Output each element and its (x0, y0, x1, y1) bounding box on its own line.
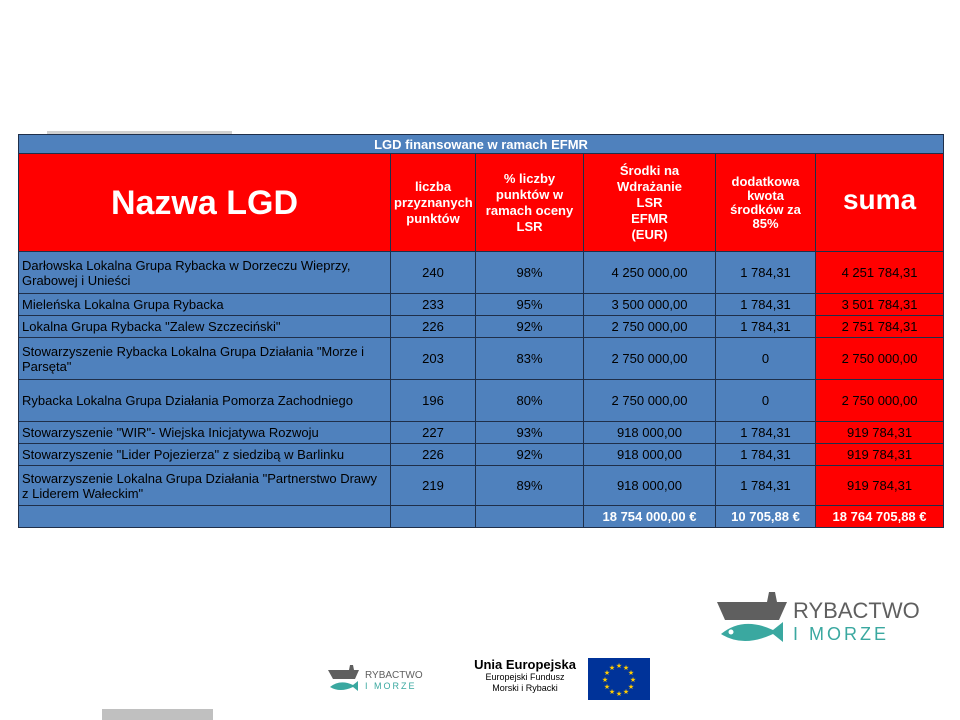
row-name: Rybacka Lokalna Grupa Działania Pomorza Zachodniego (19, 380, 391, 422)
fish-boat-icon (707, 582, 920, 652)
row-name: Stowarzyszenie "WIR"- Wiejska Inicjatywa Rozwoju (19, 422, 391, 444)
row-extra: 1 784,31 (716, 422, 816, 444)
totals-empty-3 (476, 506, 584, 528)
row-points: 227 (391, 422, 476, 444)
totals-empty-1 (19, 506, 391, 528)
row-sum: 2 750 000,00 (816, 380, 944, 422)
table-row (19, 444, 944, 466)
table-row (19, 252, 944, 294)
row-percent: 98% (476, 252, 584, 294)
table-row (19, 380, 944, 422)
row-name: Stowarzyszenie "Lider Pojezierza" z siedzibą w Barlinku (19, 444, 391, 466)
row-funds: 2 750 000,00 (584, 380, 716, 422)
totals-empty-2 (391, 506, 476, 528)
row-funds: 2 750 000,00 (584, 316, 716, 338)
row-points: 233 (391, 294, 476, 316)
row-name: Darłowska Lokalna Grupa Rybacka w Dorzeczu Wieprzy, Grabowej i Unieści (19, 252, 391, 294)
total-extra: 10 705,88 € (716, 506, 816, 528)
eu-flag-icon (588, 658, 650, 700)
header-row (19, 154, 944, 252)
row-name: Stowarzyszenie Lokalna Grupa Działania "Partnerstwo Drawy z Liderem Wałeckim" (19, 466, 391, 506)
svg-text:★: ★ (622, 664, 630, 672)
row-funds: 918 000,00 (584, 422, 716, 444)
row-extra: 1 784,31 (716, 252, 816, 294)
rybactwo-small-line1: RYBACTWO (365, 670, 423, 681)
row-funds: 918 000,00 (584, 444, 716, 466)
header-sum-label: suma (842, 184, 917, 215)
svg-text:★: ★ (608, 688, 616, 696)
svg-text:★: ★ (629, 676, 637, 684)
totals-row (19, 506, 944, 528)
row-sum: 919 784,31 (816, 444, 944, 466)
row-points: 219 (391, 466, 476, 506)
header-funds-line1: Środki na Wdrażanie (616, 162, 682, 194)
header-extra: dodatkowa kwota środków za 85% (716, 154, 816, 252)
svg-text:★: ★ (627, 669, 635, 677)
header-points: liczba przyznanych punktów (391, 154, 476, 252)
header-funds (584, 154, 716, 252)
fish-boat-small-icon (325, 660, 435, 700)
row-extra: 1 784,31 (716, 444, 816, 466)
svg-text:★: ★ (627, 683, 635, 691)
total-sum: 18 764 705,88 € (816, 506, 944, 528)
table-row (19, 338, 944, 380)
header-sum (816, 154, 944, 252)
row-name: Lokalna Grupa Rybacka "Zalew Szczeciński" (19, 316, 391, 338)
header-funds-line2: LSR (636, 194, 663, 210)
row-funds: 2 750 000,00 (584, 338, 716, 380)
row-percent: 83% (476, 338, 584, 380)
rybactwo-small-line2: I MORZE (365, 681, 417, 691)
row-name: Mieleńska Lokalna Grupa Rybacka (19, 294, 391, 316)
banner-row (19, 135, 944, 154)
row-percent: 89% (476, 466, 584, 506)
eu-text-block (470, 657, 580, 694)
row-sum: 4 251 784,31 (816, 252, 944, 294)
row-sum: 919 784,31 (816, 466, 944, 506)
row-funds: 918 000,00 (584, 466, 716, 506)
bottom-bar (102, 709, 213, 720)
row-points: 226 (391, 444, 476, 466)
row-percent: 92% (476, 316, 584, 338)
svg-text:★: ★ (622, 688, 630, 696)
header-funds-line4: (EUR) (631, 226, 668, 242)
table-banner: LGD finansowane w ramach EFMR (19, 135, 944, 154)
row-extra: 1 784,31 (716, 466, 816, 506)
rybactwo-line2: I MORZE (793, 624, 889, 644)
row-sum: 3 501 784,31 (816, 294, 944, 316)
row-extra: 0 (716, 380, 816, 422)
row-funds: 4 250 000,00 (584, 252, 716, 294)
svg-text:★: ★ (615, 662, 623, 670)
row-points: 203 (391, 338, 476, 380)
row-sum: 2 750 000,00 (816, 338, 944, 380)
row-percent: 93% (476, 422, 584, 444)
row-points: 196 (391, 380, 476, 422)
svg-text:★: ★ (615, 690, 623, 698)
svg-text:★: ★ (603, 669, 611, 677)
svg-text:★: ★ (608, 664, 616, 672)
row-percent: 95% (476, 294, 584, 316)
row-extra: 0 (716, 338, 816, 380)
rybactwo-line1: RYBACTWO (793, 598, 920, 623)
row-name: Stowarzyszenie Rybacka Lokalna Grupa Działania "Morze i Parsęta" (19, 338, 391, 380)
table-row (19, 422, 944, 444)
header-name-label: Nazwa LGD (110, 183, 299, 222)
table-row (19, 466, 944, 506)
row-sum: 919 784,31 (816, 422, 944, 444)
rybactwo-logo (707, 582, 920, 652)
eu-title: Unia Europejska (474, 657, 576, 672)
header-funds-line3: EFMR (631, 210, 668, 226)
header-name (19, 154, 391, 252)
row-extra: 1 784,31 (716, 294, 816, 316)
eu-sub-2: Morski i Rybacki (492, 683, 558, 693)
row-extra: 1 784,31 (716, 316, 816, 338)
table-row (19, 294, 944, 316)
header-percent: % liczby punktów w ramach oceny LSR (476, 154, 584, 252)
svg-text:★: ★ (603, 683, 611, 691)
row-percent: 80% (476, 380, 584, 422)
row-points: 240 (391, 252, 476, 294)
row-percent: 92% (476, 444, 584, 466)
eu-sub-1: Europejski Fundusz (485, 672, 565, 682)
row-sum: 2 751 784,31 (816, 316, 944, 338)
table-row (19, 316, 944, 338)
row-points: 226 (391, 316, 476, 338)
total-funds: 18 754 000,00 € (584, 506, 716, 528)
row-funds: 3 500 000,00 (584, 294, 716, 316)
rybactwo-logo-small (325, 660, 435, 700)
lgd-table (18, 134, 944, 528)
svg-text:★: ★ (601, 676, 609, 684)
